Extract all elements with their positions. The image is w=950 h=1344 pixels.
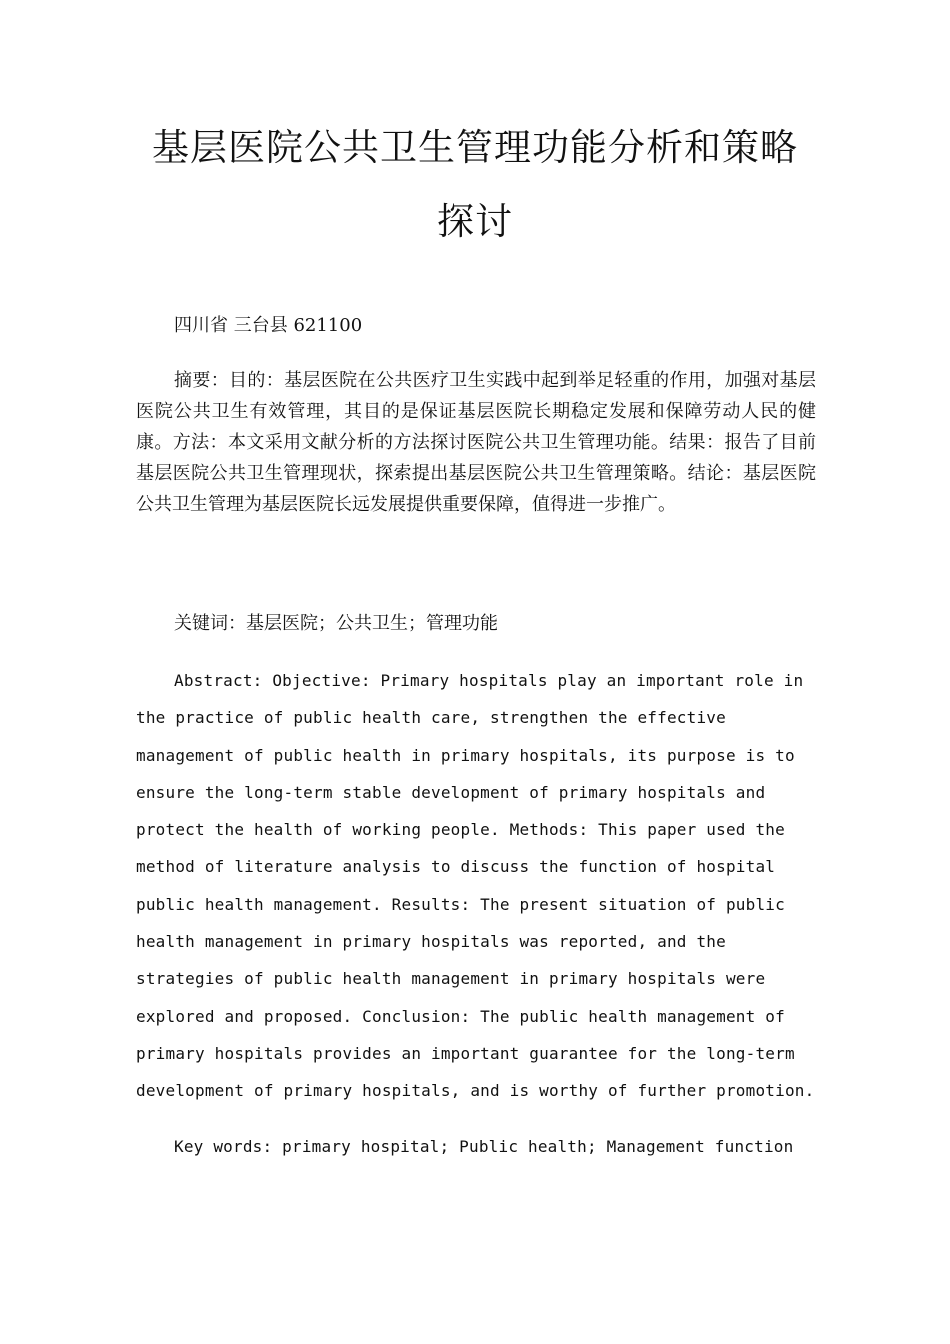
abstract-english-line: primary hospitals provides an important guarantee for the long-term	[136, 1043, 795, 1063]
abstract-english-line: management of public health in primary hospitals, its purpose is to	[136, 745, 795, 765]
abstract-english-line: strategies of public health management in primary hospitals were	[136, 969, 766, 989]
abstract-english-line: protect the health of working people. Methods: This paper used the	[136, 820, 785, 840]
document-title-line-1: 基层医院公共卫生管理功能分析和策略	[152, 126, 798, 169]
abstract-english-line: the practice of public health care, strengthen the effective	[136, 708, 726, 728]
keywords-english-text: Key words: primary hospital; Public health; Management function	[174, 1137, 794, 1156]
keywords-chinese: 关键词：基层医院；公共卫生；管理功能	[174, 613, 498, 634]
abstract-english-line: explored and proposed. Conclusion: The public health management of	[136, 1006, 785, 1026]
abstract-english-line: public health management. Results: The present situation of public	[136, 894, 785, 914]
abstract-english-line: Abstract: Objective: Primary hospitals play an important role in	[174, 671, 804, 690]
abstract-english-line: development of primary hospitals, and is worthy of further promotion.	[136, 1081, 815, 1101]
keywords-english	[136, 1128, 826, 1165]
abstract-english	[136, 662, 826, 1110]
document-title-line-2: 探讨	[437, 200, 513, 243]
abstract-english-line: method of literature analysis to discuss the function of hospital	[136, 857, 776, 877]
abstract-english-line: health management in primary hospitals was reported, and the	[136, 932, 726, 952]
abstract-english-line: ensure the long-term stable development of primary hospitals and	[136, 782, 766, 802]
abstract-chinese: 摘要：目的：基层医院在公共医疗卫生实践中起到举足轻重的作用，加强对基层医院公共卫生有效管理，其目的是保证基层医院长期稳定发展和保障劳动人民的健康。方法：本文采用文献分析的方法探讨医院公共卫生管理功能。结果：报告了目前基层医院公共卫生管理现状，探索提出基层医院公共卫生管理策略。结论：基层医院公共卫生管理为基层医院长远发展提供重要保障，值得进一步推广。	[136, 370, 816, 515]
author-affiliation: 四川省 三台县 621100	[174, 315, 363, 336]
